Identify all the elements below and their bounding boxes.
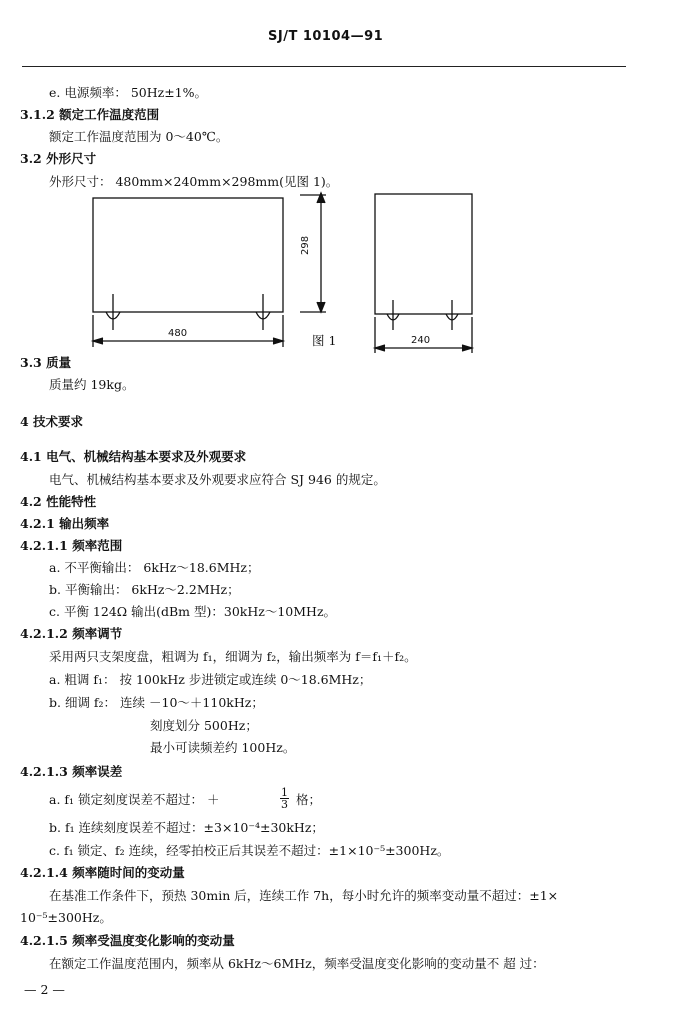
- list-item: b. 细调 f₂： 连续 －10～＋110kHz；: [49, 695, 264, 710]
- section-heading-4-1: 4.1 电气、机械结构基本要求及外观要求: [20, 449, 247, 464]
- list-item-continuation: 刻度划分 500Hz；: [150, 718, 258, 733]
- list-item: a. 不平衡输出： 6kHz～18.6MHz；: [49, 560, 260, 575]
- list-item: c. 平衡 124Ω 输出(dBm 型)：30kHz～10MHz。: [49, 604, 337, 619]
- text-line: 额定工作温度范围为 0～40℃。: [49, 129, 229, 144]
- section-heading-4-2-1-5: 4.2.1.5 频率受温度变化影响的变动量: [20, 933, 235, 948]
- section-heading-4-2-1-1: 4.2.1.1 频率范围: [20, 538, 123, 553]
- section-heading-4: 4 技术要求: [20, 414, 84, 429]
- section-heading-4-2-1-3: 4.2.1.3 频率误差: [20, 764, 123, 779]
- fraction-denominator: 3: [281, 798, 288, 811]
- depth-label: 240: [411, 335, 431, 346]
- width-label: 480: [168, 328, 188, 339]
- list-item: b. 平衡输出： 6kHz～2.2MHz；: [49, 582, 240, 597]
- text-line: 在基准工作条件下，预热 30min 后，连续工作 7h，每小时允许的频率变动量不超过：±1×: [49, 888, 559, 903]
- standard-number: SJ/T 10104—91: [268, 29, 384, 44]
- section-heading-4-2-1: 4.2.1 输出频率: [20, 516, 110, 531]
- side-view-body: [375, 194, 472, 314]
- text-line: 外形尺寸： 480mm×240mm×298mm(见图 1)。: [49, 174, 339, 189]
- list-item: a. f₁ 锁定刻度误差不超过： ＋: [49, 792, 220, 807]
- section-heading-4-2: 4.2 性能特性: [20, 494, 97, 509]
- fraction-numerator: 1: [281, 786, 288, 799]
- text-line: e. 电源频率： 50Hz±1%。: [49, 85, 208, 100]
- section-heading-4-2-1-2: 4.2.1.2 频率调节: [20, 626, 123, 641]
- text-line: 在额定工作温度范围内，频率从 6kHz～6MHz，频率受温度变化影响的变动量不 超 过：: [49, 956, 545, 971]
- fraction-one-third: [280, 787, 289, 810]
- section-heading-3-2: 3.2 外形尺寸: [20, 151, 97, 166]
- height-label: 298: [300, 235, 311, 255]
- list-item: b. f₁ 连续刻度误差不超过：±3×10⁻⁴±30kHz；: [49, 820, 324, 835]
- list-item-suffix: 格；: [296, 792, 322, 807]
- list-item: a. 粗调 f₁： 按 100kHz 步进锁定或连续 0～18.6MHz；: [49, 672, 372, 687]
- section-heading-3-3: 3.3 质量: [20, 355, 72, 370]
- text-line: 质量约 19kg。: [49, 377, 135, 392]
- list-item-continuation: 最小可读频差约 100Hz。: [150, 740, 296, 755]
- figure-caption: 图 1: [312, 333, 337, 348]
- section-heading-4-2-1-4: 4.2.1.4 频率随时间的变动量: [20, 865, 185, 880]
- list-item: c. f₁ 锁定、f₂ 连续，经零拍校正后其误差不超过：±1×10⁻⁵±300Hz。: [49, 843, 450, 858]
- page-number: — 2 —: [24, 982, 65, 997]
- text-line: 10⁻⁵±300Hz。: [20, 910, 112, 925]
- section-heading-3-1-2: 3.1.2 额定工作温度范围: [20, 107, 160, 122]
- text-line: 采用两只支架度盘，粗调为 f₁，细调为 f₂，输出频率为 f＝f₁＋f₂。: [49, 649, 417, 664]
- front-view-body: [93, 198, 283, 312]
- text-line: 电气、机械结构基本要求及外观要求应符合 SJ 946 的规定。: [49, 472, 386, 487]
